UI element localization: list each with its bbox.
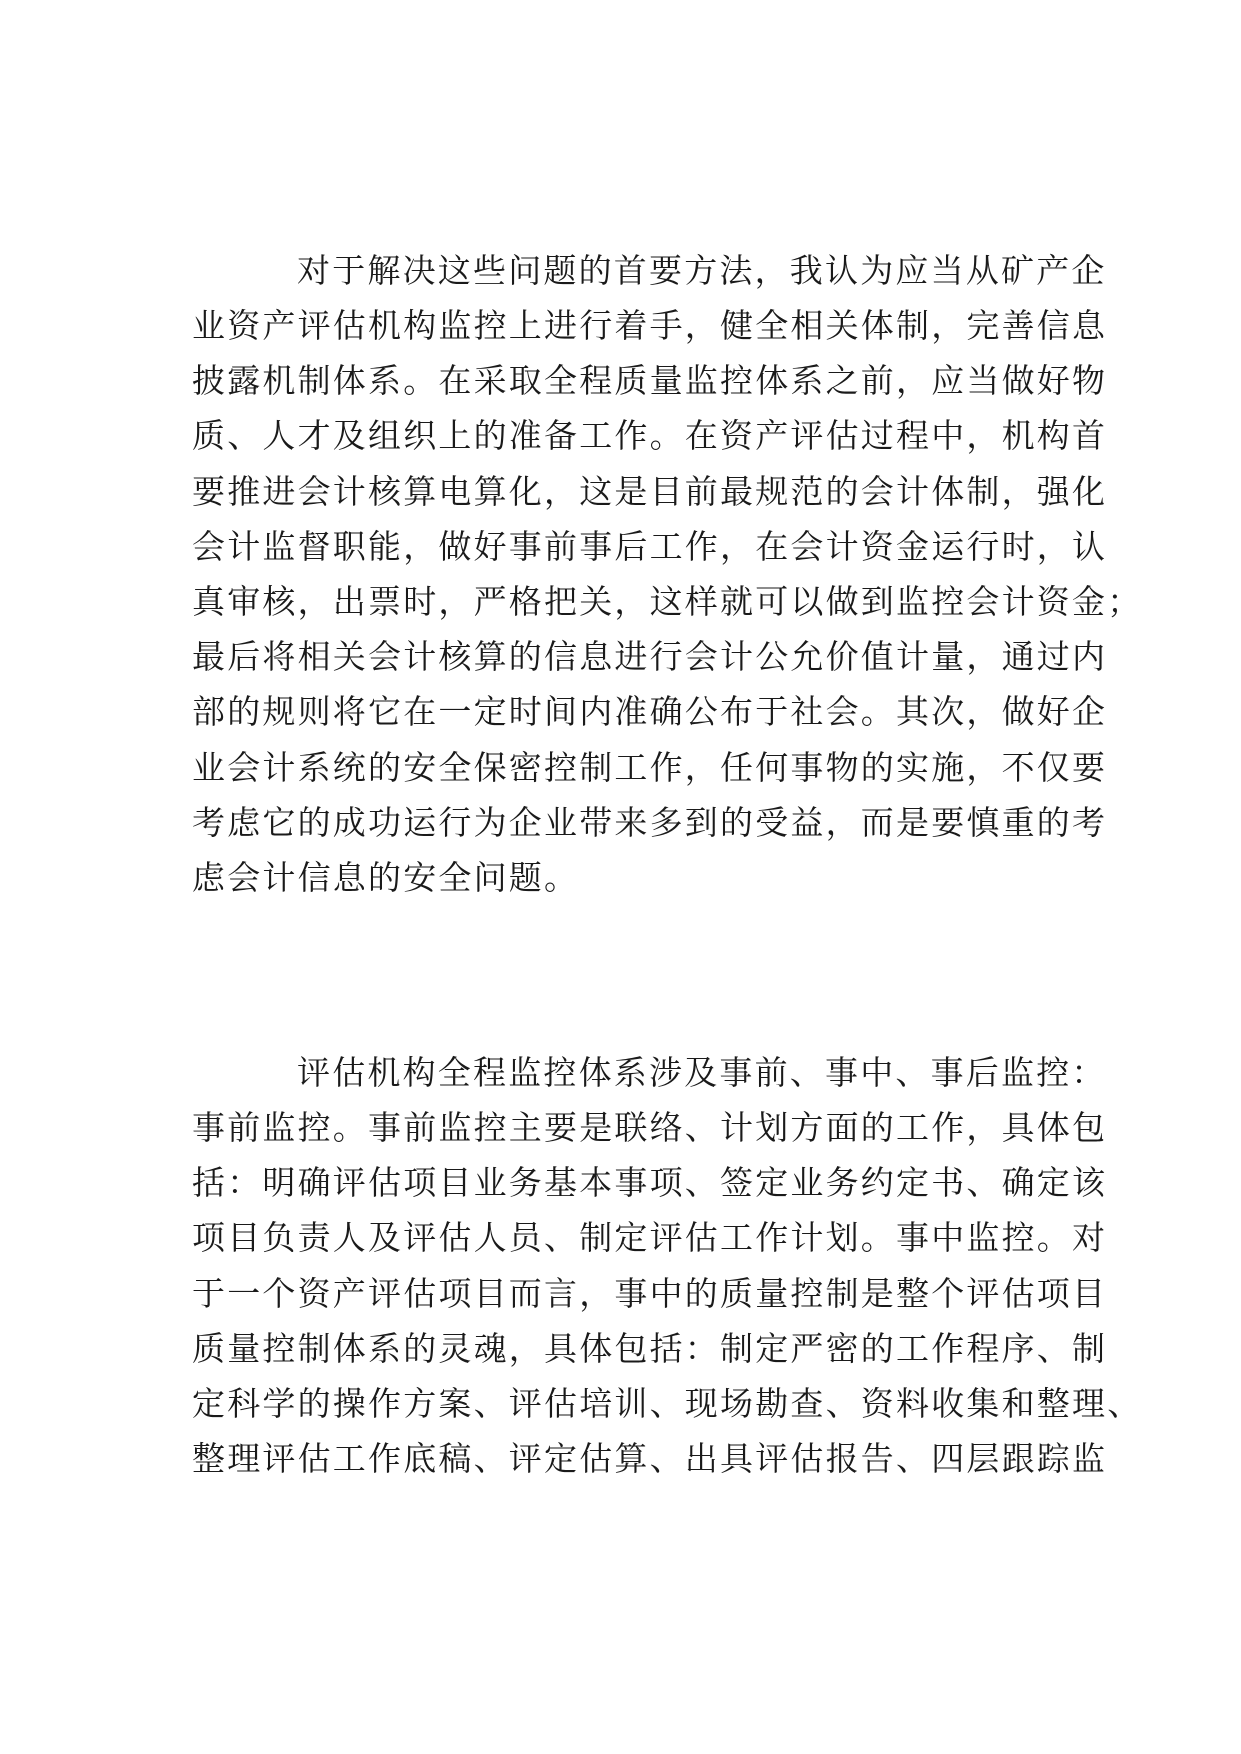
paragraph-line: 事前监控。事前监控主要是联络、计划方面的工作，具体包 bbox=[192, 1108, 1108, 1147]
paragraph-line: 于一个资产评估项目而言，事中的质量控制是整个评估项目 bbox=[192, 1274, 1108, 1313]
paragraph-line: 要推进会计核算电算化，这是目前最规范的会计体制，强化 bbox=[192, 472, 1108, 511]
paragraph-line: 括：明确评估项目业务基本事项、签定业务约定书、确定该 bbox=[192, 1163, 1108, 1202]
paragraph-line: 虑会计信息的安全问题。 bbox=[192, 858, 580, 897]
paragraph-line: 业会计系统的安全保密控制工作，任何事物的实施，不仅要 bbox=[192, 748, 1108, 787]
paragraph-line: 质量控制体系的灵魂，具体包括：制定严密的工作程序、制 bbox=[192, 1329, 1108, 1368]
paragraph-line: 考虑它的成功运行为企业带来多到的受益，而是要慎重的考 bbox=[192, 803, 1108, 842]
paragraph-line: 业资产评估机构监控上进行着手，健全相关体制，完善信息 bbox=[192, 306, 1108, 345]
paragraph-line: 会计监督职能，做好事前事后工作，在会计资金运行时，认 bbox=[192, 527, 1108, 566]
paragraph-line: 最后将相关会计核算的信息进行会计公允价值计量，通过内 bbox=[192, 637, 1108, 676]
paragraph-line: 评估机构全程监控体系涉及事前、事中、事后监控： bbox=[297, 1053, 1107, 1092]
paragraph-line: 质、人才及组织上的准备工作。在资产评估过程中，机构首 bbox=[192, 416, 1108, 455]
paragraph-line: 定科学的操作方案、评估培训、现场勘查、资料收集和整理、 bbox=[192, 1384, 1143, 1423]
paragraph-line: 披露机制体系。在采取全程质量监控体系之前，应当做好物 bbox=[192, 361, 1108, 400]
paragraph-line: 整理评估工作底稿、评定估算、出具评估报告、四层跟踪监 bbox=[192, 1439, 1108, 1478]
paragraph-line: 项目负责人及评估人员、制定评估工作计划。事中监控。对 bbox=[192, 1218, 1108, 1257]
paragraph-line: 部的规则将它在一定时间内准确公布于社会。其次，做好企 bbox=[192, 692, 1108, 731]
paragraph-line: 对于解决这些问题的首要方法，我认为应当从矿产企 bbox=[297, 251, 1107, 290]
paragraph-line: 真审核，出票时，严格把关，这样就可以做到监控会计资金； bbox=[192, 582, 1143, 621]
